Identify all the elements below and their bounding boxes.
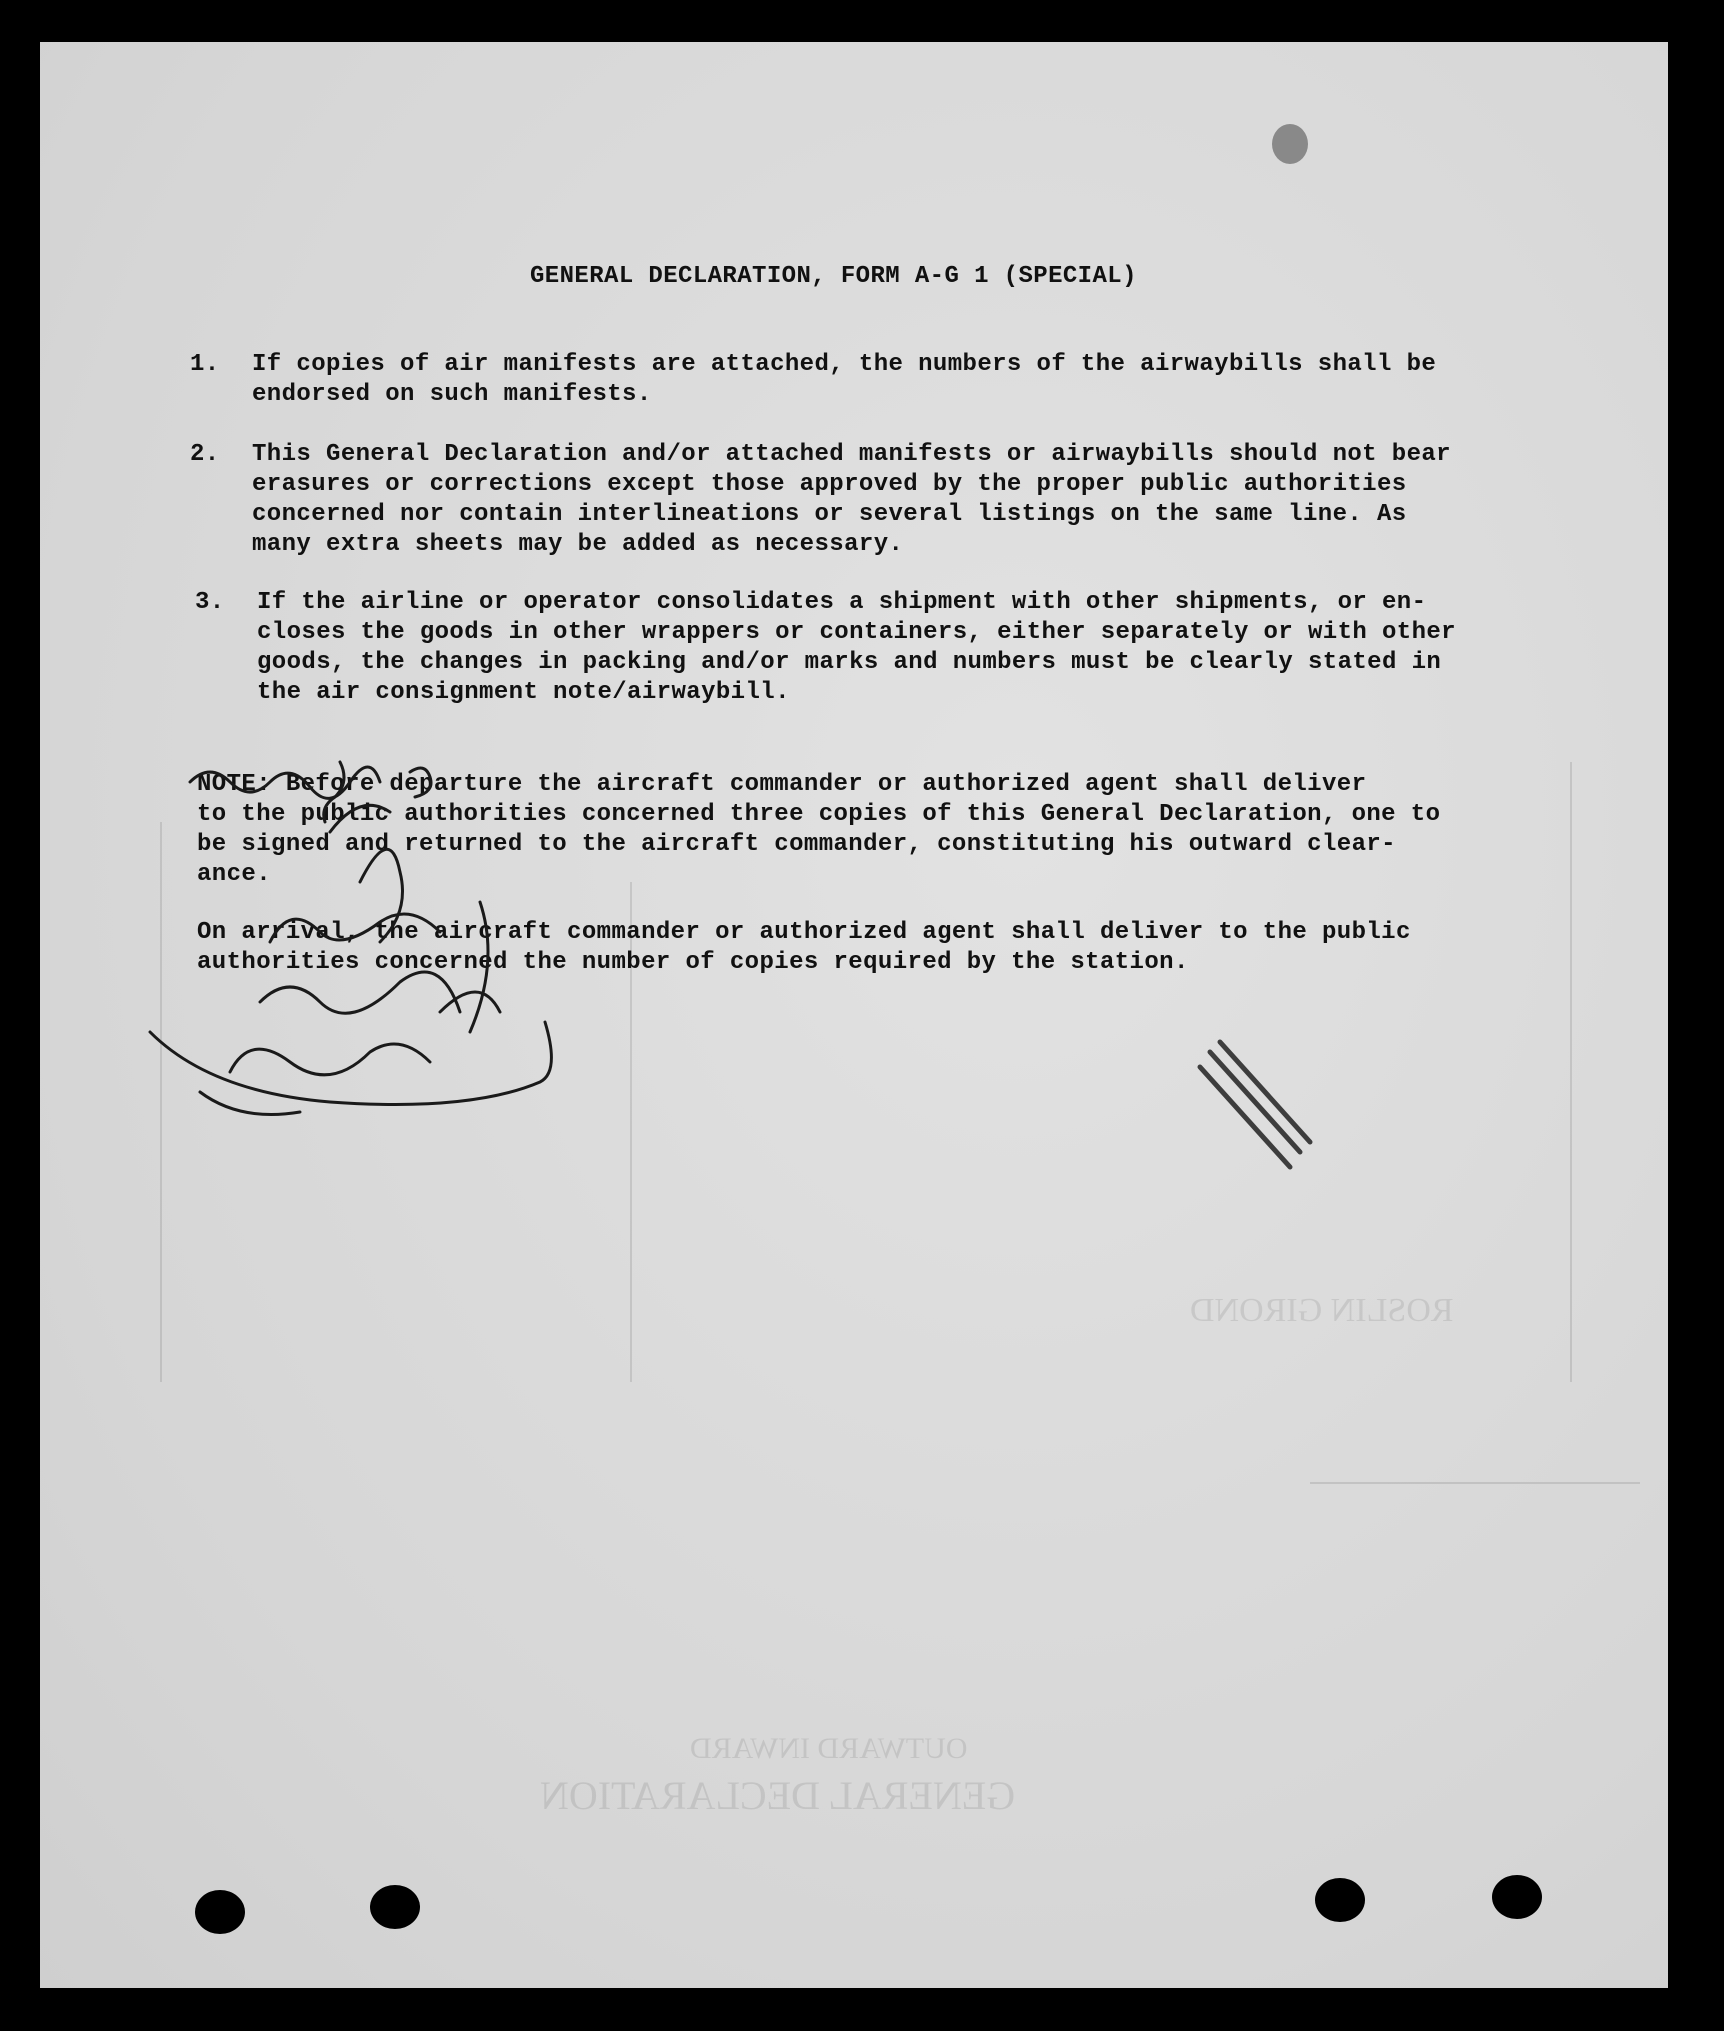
punch-hole	[195, 1890, 245, 1934]
document-page	[40, 42, 1668, 1988]
item-number: 1.	[190, 351, 220, 378]
document-title: GENERAL DECLARATION, FORM A-G 1 (SPECIAL)	[530, 263, 1137, 290]
text-line: This General Declaration and/or attached manifests or airwaybills should not bear	[252, 441, 1451, 468]
text-line: closes the goods in other wrappers or containers, either separately or with other	[257, 619, 1456, 646]
text-line: ance.	[197, 861, 272, 888]
bleed-through-text: OUTWARD INWARD	[690, 1732, 968, 1765]
text-line: NOTE: Before departure the aircraft commander or authorized agent shall deliver	[197, 771, 1367, 798]
punch-hole	[370, 1885, 420, 1929]
bleed-through-text: ROSLIN GIROND	[1190, 1292, 1454, 1329]
text-line: to the public authorities concerned three copies of this General Declaration, one to	[197, 801, 1441, 828]
item-text	[257, 588, 1527, 708]
text-line: If the airline or operator consolidates a shipment with other shipments, or en-	[257, 589, 1427, 616]
list-item	[195, 588, 1527, 708]
handwritten-signature	[80, 732, 680, 1252]
list-item	[190, 440, 1522, 560]
text-line: If copies of air manifests are attached, the numbers of the airwaybills shall be	[252, 351, 1437, 378]
text-line: On arrival, the aircraft commander or authorized agent shall deliver to the public	[197, 919, 1411, 946]
item-number: 2.	[190, 441, 220, 468]
item-number: 3.	[195, 589, 225, 616]
text-line: be signed and returned to the aircraft commander, constituting his outward clear-	[197, 831, 1396, 858]
item-text	[252, 350, 1522, 410]
bleed-line	[1310, 1482, 1640, 1484]
item-text	[252, 440, 1522, 560]
punch-hole	[1492, 1875, 1542, 1919]
list-item	[190, 350, 1522, 410]
bleed-line	[1570, 762, 1572, 1382]
bleed-through-text: GENERAL DECLARATION	[540, 1773, 1016, 1818]
text-line: authorities concerned the number of copies required by the station.	[197, 949, 1189, 976]
text-line: erasures or corrections except those approved by the proper public authorities	[252, 471, 1407, 498]
text-line: many extra sheets may be added as necessary.	[252, 531, 904, 558]
text-line: goods, the changes in packing and/or marks and numbers must be clearly stated in	[257, 649, 1442, 676]
text-line: concerned nor contain interlineations or several listings on the same line. As	[252, 501, 1407, 528]
stamp-mark	[1190, 1032, 1330, 1182]
punch-hole	[1315, 1878, 1365, 1922]
ink-spot	[1272, 124, 1308, 164]
text-line: endorsed on such manifests.	[252, 381, 652, 408]
text-line: the air consignment note/airwaybill.	[257, 679, 790, 706]
